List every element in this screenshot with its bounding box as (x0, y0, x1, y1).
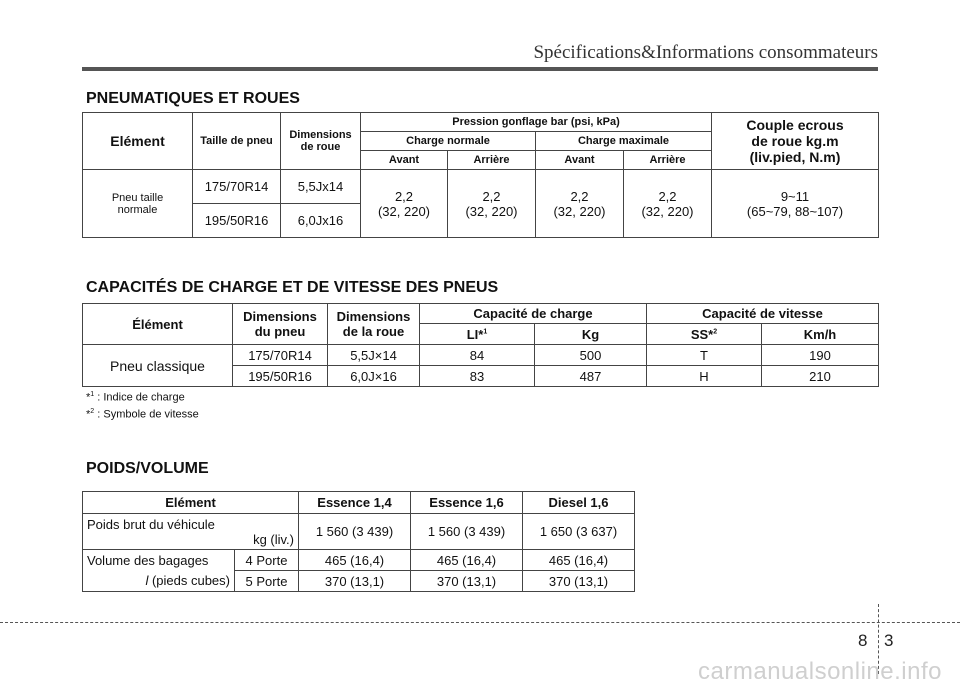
header-diesel-16: Diesel 1,6 (523, 492, 635, 514)
table-row (83, 345, 879, 366)
footnote-text: : Indice de charge (94, 391, 185, 404)
tyre-size: 175/70R14 (233, 345, 328, 366)
torque-value (712, 170, 879, 238)
rim-size-2: 6,0Jx16 (281, 204, 361, 238)
header-kmh: Km/h (762, 324, 879, 345)
luggage-volume-unit (83, 571, 235, 592)
header-normal-load: Charge normale (361, 132, 536, 151)
pressure-front-max (536, 170, 624, 238)
footnote-speed-symbol (86, 408, 199, 421)
pressure-value: 2,2 (658, 188, 677, 204)
gross-weight-label-top: Poids brut du véhicule (87, 516, 215, 532)
header-rear-max: Arrière (624, 151, 712, 170)
header-pressure: Pression gonflage bar (psi, kPa) (361, 113, 712, 132)
footer-rule (0, 622, 960, 623)
pressure-units: (32, 220) (377, 203, 431, 219)
header-tyre-size-line1: Dimensions (243, 309, 317, 324)
header-element: Elément (83, 113, 193, 170)
header-tyre-size: Taille de pneu (193, 113, 281, 170)
load-kg: 500 (535, 345, 647, 366)
header-petrol-14: Essence 1,4 (299, 492, 411, 514)
luggage-4-door-petrol-16: 465 (16,4) (411, 550, 523, 571)
pressure-value: 2,2 (570, 188, 589, 204)
gross-weight-label (83, 514, 299, 550)
cubic-feet-label: (pieds cubes) (148, 573, 230, 589)
footnote-sup: 2 (90, 408, 95, 415)
row-label-line2: normale (117, 203, 158, 216)
watermark: carmanualsonline.info (698, 658, 942, 685)
header-kg: Kg (535, 324, 647, 345)
header-rim-size (281, 113, 361, 170)
rim-size: 5,5J×14 (328, 345, 420, 366)
load-kg: 487 (535, 366, 647, 387)
header-tyre-size-line2: du pneu (254, 324, 306, 339)
header-li-text: LI* (466, 326, 484, 342)
page-number-page: 3 (884, 631, 894, 650)
torque-value-main: 9~11 (780, 188, 810, 204)
header-torque-line3: (liv.pied, N.m) (749, 149, 841, 165)
pressure-value: 2,2 (482, 188, 501, 204)
luggage-5-door: 5 Porte (235, 571, 299, 592)
pressure-rear-normal (448, 170, 536, 238)
torque-value-units: (65~79, 88~107) (746, 203, 844, 219)
load-speed-table (82, 303, 879, 387)
header-rim-size-line2: de roue (300, 141, 341, 153)
table-row (83, 514, 635, 550)
header-li-sup: 1 (483, 328, 488, 336)
header-element: Elément (83, 492, 299, 514)
pressure-value: 2,2 (394, 188, 414, 204)
header-ss-text: SS* (690, 326, 714, 342)
speed-kmh: 210 (762, 366, 879, 387)
speed-symbol: H (647, 366, 762, 387)
tyres-wheels-table (82, 112, 879, 238)
table-row (83, 571, 635, 592)
footnote-text: : Symbole de vitesse (94, 408, 199, 421)
footnote-mark: * (86, 408, 91, 421)
table-row (83, 550, 635, 571)
header-petrol-16: Essence 1,6 (411, 492, 523, 514)
header-torque-line1: Couple ecrous (746, 117, 844, 133)
tyre-size: 195/50R16 (233, 366, 328, 387)
pressure-rear-max (624, 170, 712, 238)
header-front-normal: Avant (361, 151, 448, 170)
header-speed-capacity: Capacité de vitesse (647, 304, 879, 324)
tyre-size-1: 175/70R14 (193, 170, 281, 204)
section-title-tyres: PNEUMATIQUES ET ROUES (86, 90, 300, 107)
luggage-5-door-petrol-16: 370 (13,1) (411, 571, 523, 592)
footnote-sup: 1 (90, 391, 95, 398)
header-front-max: Avant (536, 151, 624, 170)
luggage-5-door-diesel-16: 370 (13,1) (523, 571, 635, 592)
row-label-normal-tyre (83, 170, 193, 238)
chapter-title: Spécifications&Informations consommateurs (533, 42, 878, 63)
gross-weight-label-unit: kg (liv.) (253, 531, 295, 547)
gross-weight-petrol-14: 1 560 (3 439) (299, 514, 411, 550)
section-title-load-speed: CAPACITÉS DE CHARGE ET DE VITESSE DES PNEUS (86, 279, 499, 296)
load-index: 83 (420, 366, 535, 387)
weight-volume-table (82, 491, 635, 592)
header-max-load: Charge maximale (536, 132, 712, 151)
litre-symbol: l (145, 573, 149, 589)
header-rule (82, 67, 878, 71)
header-ss-sup: 2 (713, 328, 718, 336)
pressure-units: (32, 220) (465, 203, 518, 219)
footnote-mark: * (86, 391, 91, 404)
row-label-classic-tyre: Pneu classique (83, 345, 233, 387)
header-load-capacity: Capacité de charge (420, 304, 647, 324)
rim-size: 6,0J×16 (328, 366, 420, 387)
header-rim-size-line1: Dimensions (336, 309, 411, 324)
rim-size-1: 5,5Jx14 (281, 170, 361, 204)
pressure-front-normal (361, 170, 448, 238)
header-torque (712, 113, 879, 170)
pressure-units: (32, 220) (553, 203, 606, 219)
tyre-size-2: 195/50R16 (193, 204, 281, 238)
header-rear-normal: Arrière (448, 151, 536, 170)
row-label-line1: Pneu taille (111, 191, 164, 204)
luggage-volume-label: Volume des bagages (83, 550, 235, 571)
gross-weight-diesel-16: 1 650 (3 637) (523, 514, 635, 550)
section-title-weight-volume: POIDS/VOLUME (86, 460, 209, 477)
luggage-4-door: 4 Porte (235, 550, 299, 571)
luggage-5-door-petrol-14: 370 (13,1) (299, 571, 411, 592)
header-rim-size (328, 304, 420, 345)
header-rim-size-line2: de la roue (342, 324, 405, 339)
pressure-units: (32, 220) (641, 203, 694, 219)
speed-kmh: 190 (762, 345, 879, 366)
header-element: Élément (83, 304, 233, 345)
load-index: 84 (420, 345, 535, 366)
luggage-4-door-petrol-14: 465 (16,4) (299, 550, 411, 571)
header-li (420, 324, 535, 345)
speed-symbol: T (647, 345, 762, 366)
header-rim-size-line1: Dimensions (289, 129, 352, 141)
gross-weight-petrol-16: 1 560 (3 439) (411, 514, 523, 550)
luggage-4-door-diesel-16: 465 (16,4) (523, 550, 635, 571)
footnote-load-index (86, 391, 185, 404)
header-ss (647, 324, 762, 345)
header-tyre-size (233, 304, 328, 345)
page-number-chapter: 8 (858, 631, 868, 650)
header-torque-line2: de roue kg.m (751, 133, 839, 149)
